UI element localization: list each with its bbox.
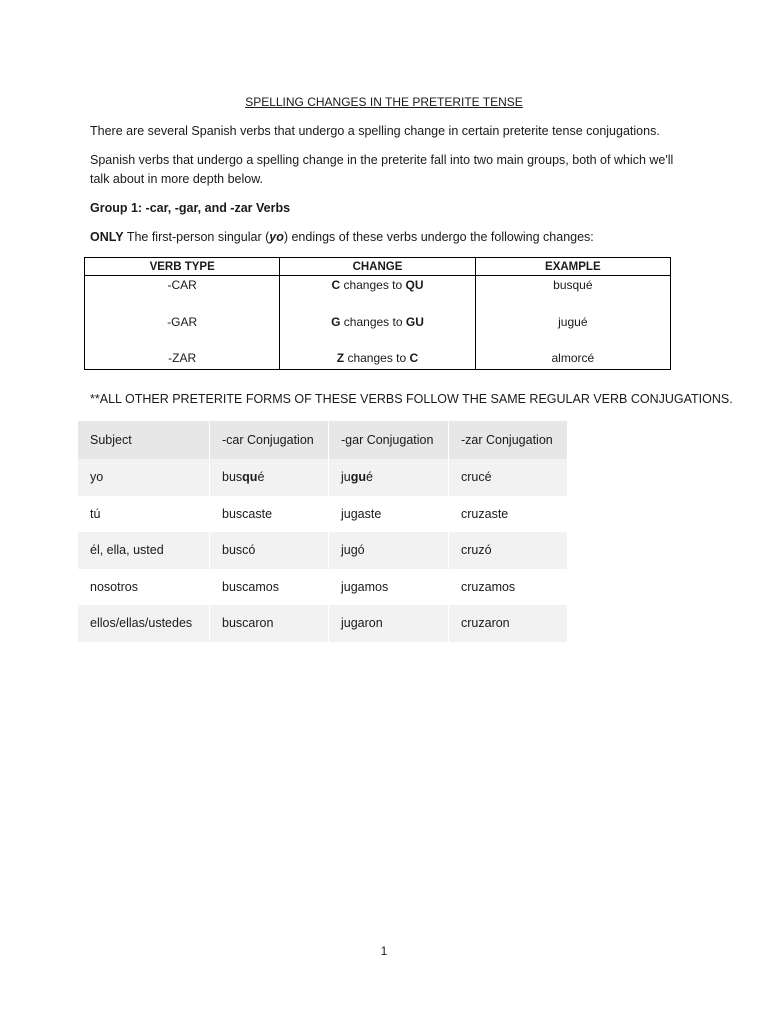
change-from: G: [331, 314, 341, 329]
header-verb-type: VERB TYPE: [85, 258, 280, 276]
change-mid: changes to: [340, 314, 406, 329]
header-zar: -zar Conjugation: [449, 421, 568, 459]
subject-cell: tú: [78, 496, 210, 533]
only-text-1: The first-person singular (: [123, 230, 270, 244]
header-change: CHANGE: [280, 258, 475, 276]
intro-paragraph: There are several Spanish verbs that undergo a spelling change in certain preterite tense conjugations.: [90, 124, 660, 138]
verb-type-cell: -GAR: [85, 313, 280, 350]
table-row: [85, 349, 671, 370]
car-cell: buscamos: [210, 569, 329, 606]
subject-cell: nosotros: [78, 569, 210, 606]
table-header-row: [85, 258, 671, 276]
table-row: [78, 605, 568, 642]
car-ending: é: [257, 470, 265, 485]
zar-cell: cruzaste: [449, 496, 568, 533]
example-cell: jugué: [475, 313, 670, 350]
car-stem: bus: [222, 470, 243, 485]
subject-cell: él, ella, usted: [78, 532, 210, 569]
zar-cell: cruzaron: [449, 605, 568, 642]
table-row: [78, 532, 568, 569]
car-cell: buscó: [210, 532, 329, 569]
change-cell: [280, 313, 475, 350]
change-cell: [280, 349, 475, 370]
change-mid: changes to: [340, 278, 406, 292]
verb-type-cell: -ZAR: [85, 349, 280, 370]
spelling-change-table: [84, 257, 671, 370]
only-text-2: ) endings of these verbs undergo the following changes:: [283, 230, 594, 244]
car-change: qu: [242, 470, 258, 485]
table-row: [85, 313, 671, 350]
verb-type-cell: -CAR: [85, 276, 280, 313]
header-subject: Subject: [78, 421, 210, 459]
gar-change: gu: [350, 470, 367, 485]
table-row: [85, 276, 671, 313]
change-to: C: [409, 351, 419, 365]
yo-emphasis: yo: [269, 230, 284, 244]
change-to: QU: [405, 278, 424, 292]
conjugation-table: [78, 421, 568, 642]
group1-heading: Group 1: -car, -gar, and -zar Verbs: [90, 201, 291, 215]
car-cell: buscaron: [210, 605, 329, 642]
regular-conjugation-note: **ALL OTHER PRETERITE FORMS OF THESE VERBS FOLLOW THE SAME REGULAR VERB CONJUGATIONS.: [90, 392, 733, 406]
change-from: Z: [336, 351, 345, 365]
car-cell: buscaste: [210, 496, 329, 533]
only-line: [90, 228, 690, 247]
zar-cell: crucé: [449, 459, 568, 496]
change-mid: changes to: [344, 351, 410, 365]
header-example: EXAMPLE: [475, 258, 670, 276]
table-row: [78, 569, 568, 606]
table-row: [78, 459, 568, 496]
example-cell: almorcé: [475, 349, 670, 370]
change-to: GU: [405, 314, 424, 329]
change-cell: [280, 276, 475, 313]
subject-cell: ellos/ellas/ustedes: [78, 605, 210, 642]
zar-cell: cruzó: [449, 532, 568, 569]
gar-ending: é: [366, 470, 373, 485]
gar-cell: jugaron: [329, 605, 449, 642]
gar-cell: jugamos: [329, 569, 449, 606]
change-from: C: [331, 278, 341, 292]
header-gar: -gar Conjugation: [329, 421, 449, 459]
subject-cell: yo: [78, 459, 210, 496]
gar-cell: jugó: [329, 532, 449, 569]
example-cell: busqué: [475, 276, 670, 313]
conj-header-row: [78, 421, 568, 459]
gar-cell: [329, 459, 449, 496]
gar-stem: ju: [341, 470, 351, 485]
table-row: [78, 496, 568, 533]
gar-cell: jugaste: [329, 496, 449, 533]
page-number: 1: [380, 944, 388, 958]
page-title: SPELLING CHANGES IN THE PRETERITE TENSE: [245, 95, 523, 109]
groups-paragraph: Spanish verbs that undergo a spelling change in the preterite fall into two main groups, both of which we'll talk about in more depth below.: [90, 153, 674, 186]
only-emphasis: ONLY: [90, 230, 124, 244]
header-car: -car Conjugation: [210, 421, 329, 459]
zar-cell: cruzamos: [449, 569, 568, 606]
car-cell: [210, 459, 329, 496]
